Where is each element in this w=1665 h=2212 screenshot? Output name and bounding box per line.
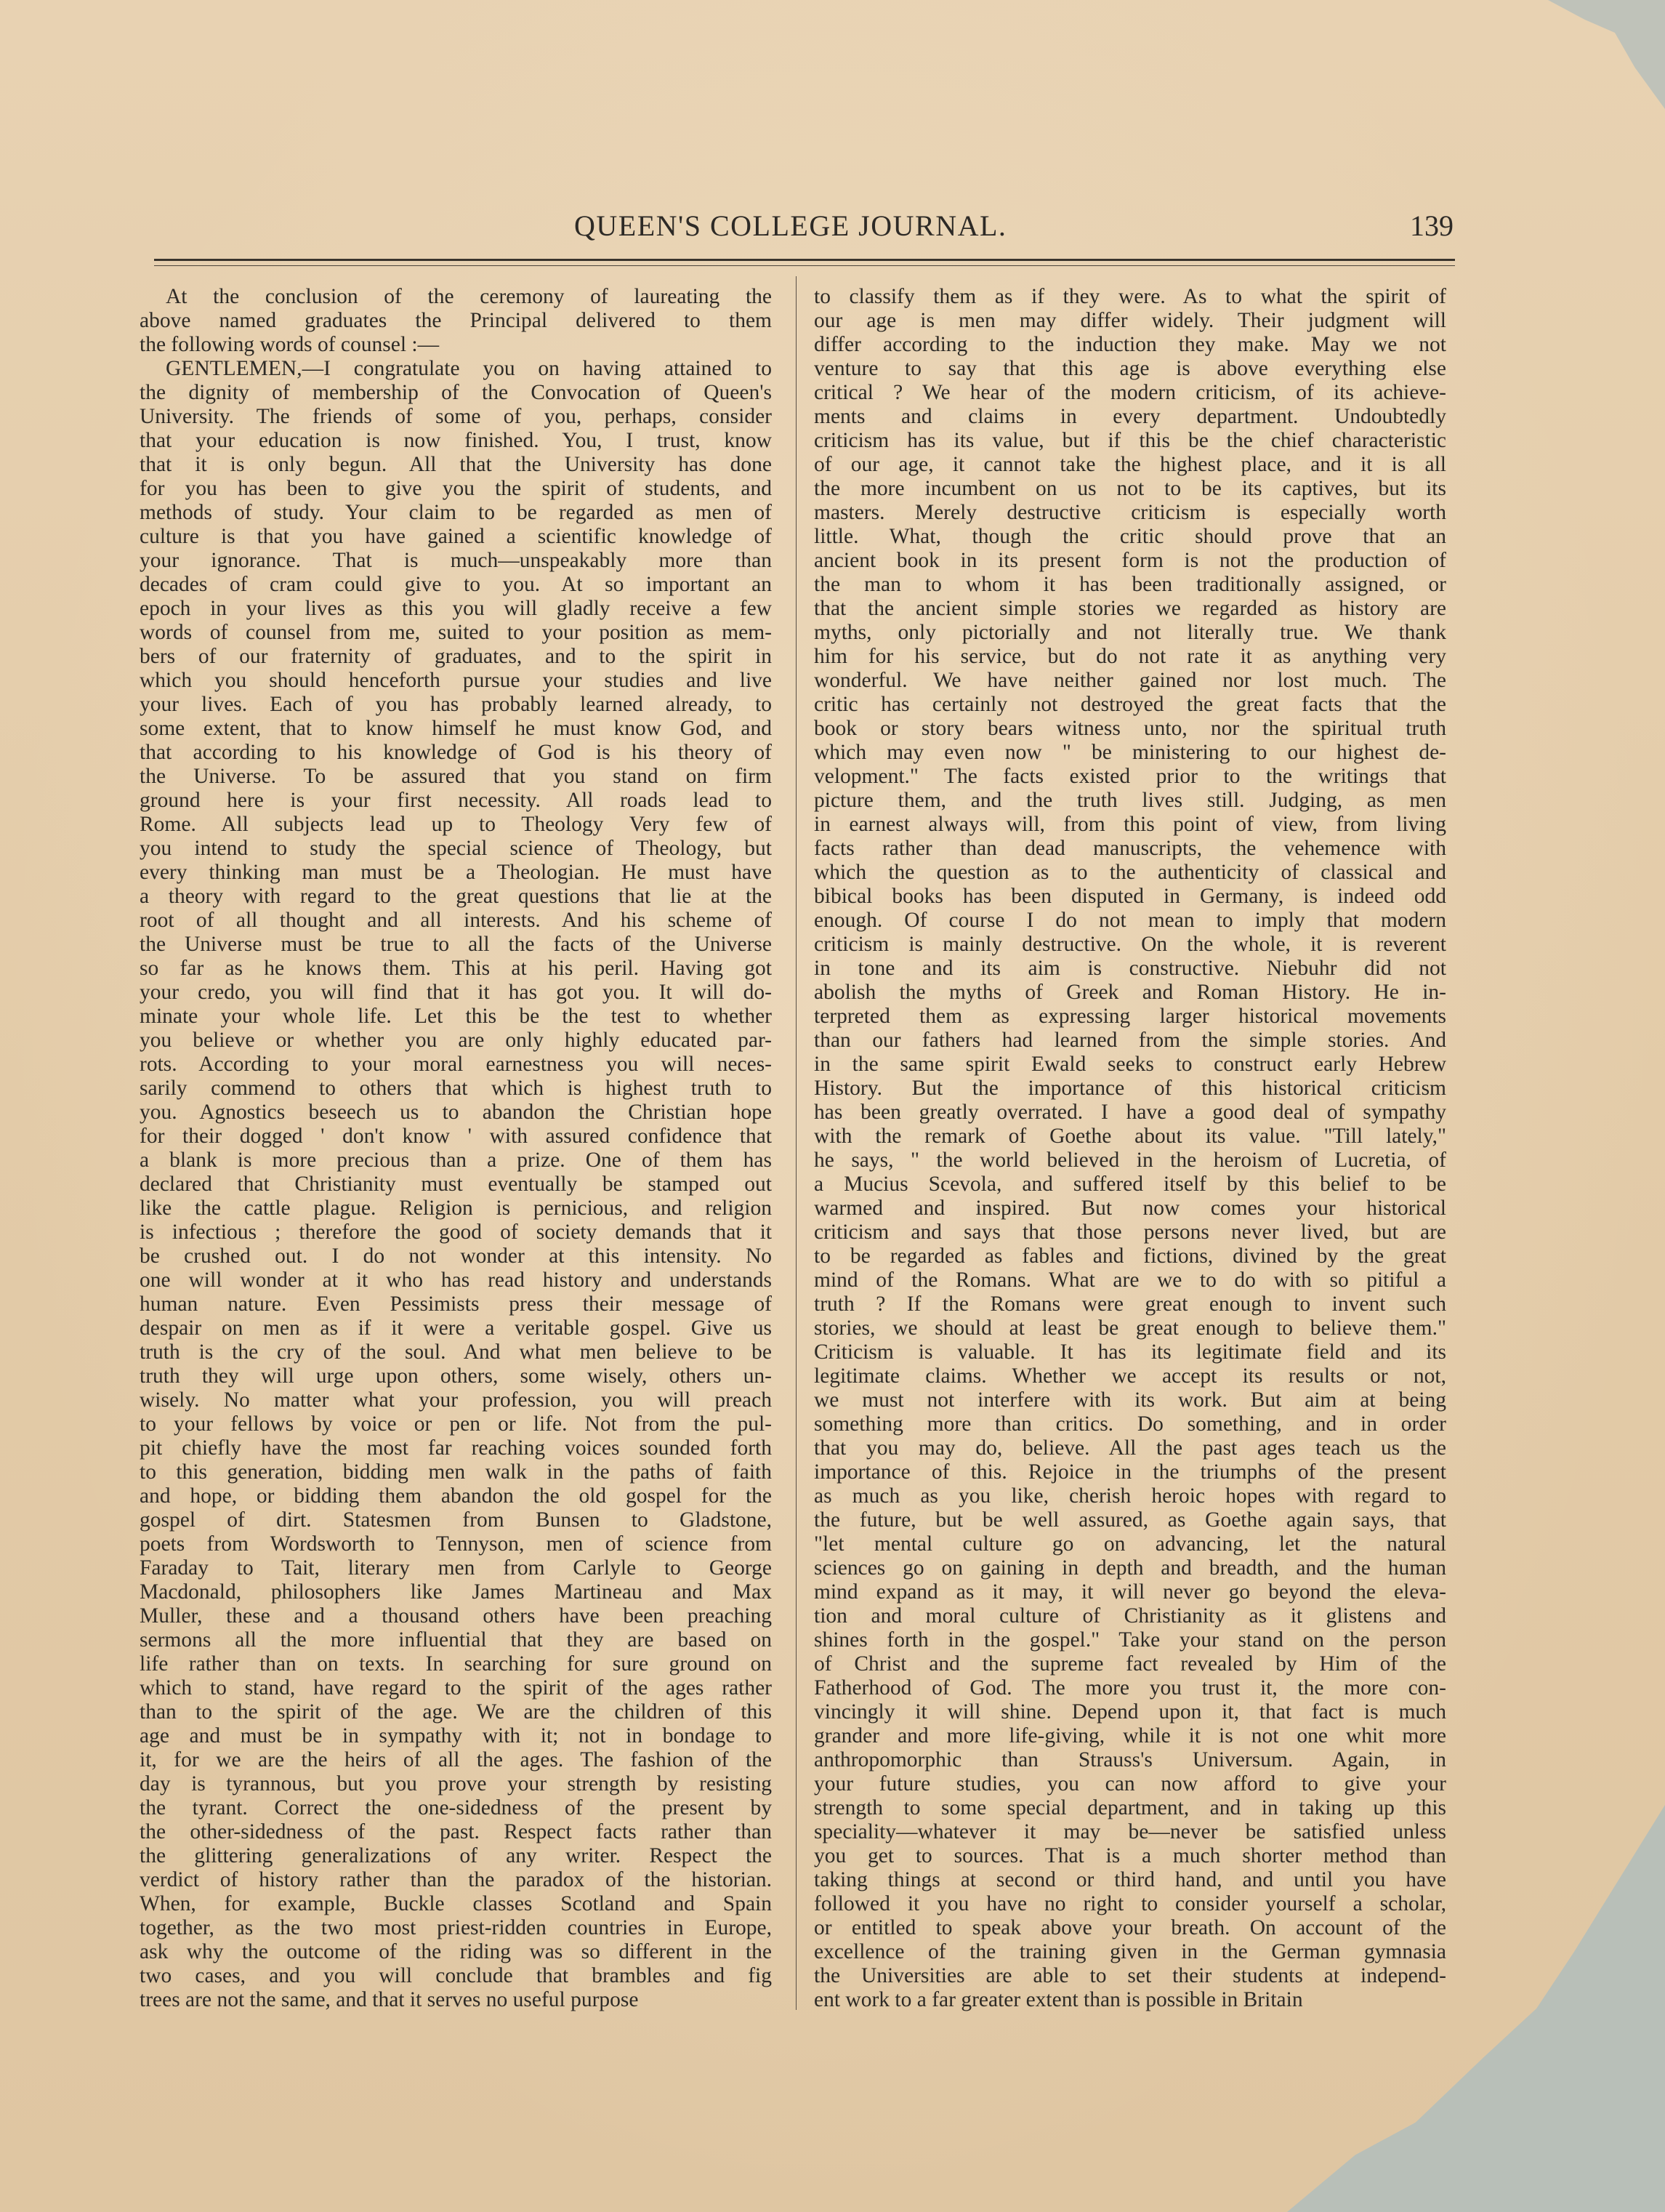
text-line: masters. Merely destructive criticism is especially worth xyxy=(814,501,1446,524)
text-line: a Mucius Scevola, and suffered itself by this belief to be xyxy=(814,1173,1446,1196)
text-line: rots. According to your moral earnestness you will neces- xyxy=(140,1053,772,1076)
text-line: speciality—whatever it may be—never be satisfied unless xyxy=(814,1820,1446,1843)
text-line: of our age, it cannot take the highest place, and it is all xyxy=(814,453,1446,476)
text-line: criticism has its value, but if this be the chief characteristic xyxy=(814,429,1446,452)
text-line: in earnest always will, from this point of view, from living xyxy=(814,813,1446,836)
text-line: that according to his knowledge of God is his theory of xyxy=(140,741,772,764)
text-line: declared that Christianity must eventually be stamped out xyxy=(140,1173,772,1196)
text-line: History. But the importance of this historical criticism xyxy=(814,1077,1446,1100)
text-line: vincingly it will shine. Depend upon it, that fact is much xyxy=(814,1700,1446,1724)
text-line: words of counsel from me, suited to your position as mem- xyxy=(140,621,772,644)
text-line: tion and moral culture of Christianity as it glistens and xyxy=(814,1604,1446,1628)
text-line: bibical books has been disputed in Germany, is indeed odd xyxy=(814,885,1446,908)
text-line: the future, but be well assured, as Goethe again says, that xyxy=(814,1508,1446,1532)
text-line: GENTLEMEN,—I congratulate you on having attained to xyxy=(166,357,772,380)
text-line: one will wonder at it who has read history and understands xyxy=(140,1268,772,1292)
header-rule xyxy=(154,259,1455,261)
text-line: which to stand, have regard to the spirit of the ages rather xyxy=(140,1676,772,1700)
text-line: is infectious ; therefore the good of society demands that it xyxy=(140,1220,772,1244)
text-line: a theory with regard to the great questions that lie at the xyxy=(140,885,772,908)
text-line: which you should henceforth pursue your studies and live xyxy=(140,669,772,692)
text-line: together, as the two most priest-ridden countries in Europe, xyxy=(140,1916,772,1939)
text-line: and hope, or bidding them abandon the old gospel for the xyxy=(140,1484,772,1508)
text-line: taking things at second or third hand, and until you have xyxy=(814,1868,1446,1891)
text-line: than to the spirit of the age. We are the children of this xyxy=(140,1700,772,1724)
text-line: in tone and its aim is constructive. Niebuhr did not xyxy=(814,957,1446,980)
text-line: ments and claims in every department. Undoubtedly xyxy=(814,405,1446,428)
text-line: Fatherhood of God. The more you trust it, the more con- xyxy=(814,1676,1446,1700)
text-line: our age is men may differ widely. Their judgment will xyxy=(814,309,1446,332)
text-line: verdict of history rather than the paradox of the historian. xyxy=(140,1868,772,1891)
text-line: gospel of dirt. Statesmen from Bunsen to Gladstone, xyxy=(140,1508,772,1532)
text-line: venture to say that this age is above everything else xyxy=(814,357,1446,380)
text-line: to your fellows by voice or pen or life. Not from the pul- xyxy=(140,1412,772,1436)
text-line: despair on men as if it were a veritable gospel. Give us xyxy=(140,1316,772,1340)
header-rule-thin xyxy=(154,265,1455,266)
text-line: ground here is your first necessity. All roads lead to xyxy=(140,789,772,812)
text-line: of Christ and the supreme fact revealed by Him of the xyxy=(814,1652,1446,1676)
text-line: like the cattle plague. Religion is pernicious, and religion xyxy=(140,1197,772,1220)
text-line: legitimate claims. Whether we accept its results or not, xyxy=(814,1364,1446,1388)
text-line: so far as he knows them. This at his peril. Having got xyxy=(140,957,772,980)
text-line: the tyrant. Correct the one-sidedness of the present by xyxy=(140,1796,772,1819)
text-line: you. Agnostics beseech us to abandon the Christian hope xyxy=(140,1101,772,1124)
text-line: enough. Of course I do not mean to imply that modern xyxy=(814,909,1446,932)
text-line: the dignity of membership of the Convocation of Queen's xyxy=(140,381,772,404)
text-line: followed it you have no right to consider yourself a scholar, xyxy=(814,1892,1446,1915)
text-line: importance of this. Rejoice in the triumphs of the present xyxy=(814,1460,1446,1484)
text-line: something more than critics. Do something, and in order xyxy=(814,1412,1446,1436)
text-line: you get to sources. That is a much shorter method than xyxy=(814,1844,1446,1867)
text-line: two cases, and you will conclude that brambles and fig xyxy=(140,1964,772,1987)
text-line: the glittering generalizations of any writer. Respect the xyxy=(140,1844,772,1867)
text-line: to this generation, bidding men walk in the paths of faith xyxy=(140,1460,772,1484)
journal-title: QUEEN'S COLLEGE JOURNAL. xyxy=(574,209,1007,242)
text-line: When, for example, Buckle classes Scotland and Spain xyxy=(140,1892,772,1915)
text-line: for their dogged ' don't know ' with assured confidence that xyxy=(140,1125,772,1148)
text-line: velopment." The facts existed prior to the writings that xyxy=(814,765,1446,788)
text-line: anthropomorphic than Strauss's Universum. Again, in xyxy=(814,1748,1446,1771)
torn-corner xyxy=(1498,0,1665,109)
text-line: "let mental culture go on advancing, let the natural xyxy=(814,1532,1446,1556)
text-line: age and must be in sympathy with it; not in bondage to xyxy=(140,1724,772,1748)
text-line: it, for we are the heirs of all the ages. The fashion of the xyxy=(140,1748,772,1771)
text-line: we must not interfere with its work. But aim at being xyxy=(814,1388,1446,1412)
text-line: criticism is mainly destructive. On the whole, it is reverent xyxy=(814,933,1446,956)
column-divider xyxy=(796,276,797,2010)
text-line: mind expand as it may, it will never go beyond the eleva- xyxy=(814,1580,1446,1604)
right-text-column xyxy=(814,285,1446,2015)
text-line: Criticism is valuable. It has its legitimate field and its xyxy=(814,1340,1446,1364)
text-line: some extent, that to know himself he must know God, and xyxy=(140,717,772,740)
text-line: the Universities are able to set their students at independ- xyxy=(814,1964,1446,1987)
text-line: that your education is now finished. You, I trust, know xyxy=(140,429,772,452)
text-line: little. What, though the critic should prove that an xyxy=(814,525,1446,548)
text-line: methods of study. Your claim to be regarded as men of xyxy=(140,501,772,524)
text-line: a blank is more precious than a prize. One of them has xyxy=(140,1149,772,1172)
text-line: sarily commend to others that which is highest truth to xyxy=(140,1077,772,1100)
text-line: culture is that you have gained a scientific knowledge of xyxy=(140,525,772,548)
text-line: Macdonald, philosophers like James Martineau and Max xyxy=(140,1580,772,1604)
text-line: with the remark of Goethe about its value. "Till lately," xyxy=(814,1125,1446,1148)
text-line: your lives. Each of you has probably learned already, to xyxy=(140,693,772,716)
text-line: picture them, and the truth lives still. Judging, as men xyxy=(814,789,1446,812)
text-line: which may even now " be ministering to our highest de- xyxy=(814,741,1446,764)
text-line: than our fathers had learned from the simple stories. And xyxy=(814,1029,1446,1052)
text-line: excellence of the training given in the German gymnasia xyxy=(814,1940,1446,1963)
text-line: the other-sidedness of the past. Respect facts rather than xyxy=(140,1820,772,1843)
text-line: wonderful. We have neither gained nor lost much. The xyxy=(814,669,1446,692)
text-line: ent work to a far greater extent than is possible in Britain xyxy=(814,1988,1303,2011)
text-line: wisely. No matter what your profession, you will preach xyxy=(140,1388,772,1412)
text-line: he says, " the world believed in the heroism of Lucretia, of xyxy=(814,1149,1446,1172)
text-line: the following words of counsel :— xyxy=(140,333,440,356)
text-line: every thinking man must be a Theologian. He must have xyxy=(140,861,772,884)
text-line: poets from Wordsworth to Tennyson, men of science from xyxy=(140,1532,772,1556)
text-line: the more incumbent on us not to be its captives, but its xyxy=(814,477,1446,500)
text-line: or entitled to speak above your breath. On account of the xyxy=(814,1916,1446,1939)
text-line: decades of cram could give to you. At so important an xyxy=(140,573,772,596)
text-line: facts rather than dead manuscripts, the vehemence with xyxy=(814,837,1446,860)
text-line: critic has certainly not destroyed the great facts that the xyxy=(814,693,1446,716)
text-line: life rather than on texts. In searching for sure ground on xyxy=(140,1652,772,1676)
text-line: above named graduates the Principal delivered to them xyxy=(140,309,772,332)
text-line: be crushed out. I do not wonder at this intensity. No xyxy=(140,1244,772,1268)
text-line: critical ? We hear of the modern criticism, of its achieve- xyxy=(814,381,1446,404)
text-line: Muller, these and a thousand others have been preaching xyxy=(140,1604,772,1628)
text-line: bers of our fraternity of graduates, and to the spirit in xyxy=(140,645,772,668)
text-line: the Universe must be true to all the facts of the Universe xyxy=(140,933,772,956)
text-line: myths, only pictorially and not literally true. We thank xyxy=(814,621,1446,644)
text-line: human nature. Even Pessimists press their message of xyxy=(140,1292,772,1316)
text-line: terpreted them as expressing larger historical movements xyxy=(814,1005,1446,1028)
text-line: differ according to the induction they make. May we not xyxy=(814,333,1446,356)
text-line: that you may do, believe. All the past ages teach us the xyxy=(814,1436,1446,1460)
text-line: sciences go on gaining in depth and breadth, and the human xyxy=(814,1556,1446,1580)
text-line: epoch in your lives as this you will gladly receive a few xyxy=(140,597,772,620)
text-line: the man to whom it has been traditionally assigned, or xyxy=(814,573,1446,596)
page-number: 139 xyxy=(1410,209,1454,242)
text-line: day is tyrannous, but you prove your strength by resisting xyxy=(140,1772,772,1795)
text-line: minate your whole life. Let this be the test to whether xyxy=(140,1005,772,1028)
text-line: Faraday to Tait, literary men from Carlyle to George xyxy=(140,1556,772,1580)
text-line: University. The friends of some of you, perhaps, consider xyxy=(140,405,772,428)
text-line: sermons all the more influential that they are based on xyxy=(140,1628,772,1652)
text-line: stories, we should at least be great enough to believe them." xyxy=(814,1316,1446,1340)
text-line: trees are not the same, and that it serves no useful purpose xyxy=(140,1988,639,2011)
text-line: shines forth in the gospel." Take your stand on the person xyxy=(814,1628,1446,1652)
text-line: pit chiefly have the most far reaching voices sounded forth xyxy=(140,1436,772,1460)
text-line: mind of the Romans. What are we to do with so pitiful a xyxy=(814,1268,1446,1292)
text-line: your future studies, you can now afford to give your xyxy=(814,1772,1446,1795)
text-line: to classify them as if they were. As to what the spirit of xyxy=(814,285,1446,308)
text-line: as much as you like, cherish heroic hopes with regard to xyxy=(814,1484,1446,1508)
text-line: ancient book in its present form is not the production of xyxy=(814,549,1446,572)
text-line: him for his service, but do not rate it as anything very xyxy=(814,645,1446,668)
text-line: book or story bears witness unto, nor the spiritual truth xyxy=(814,717,1446,740)
left-text-column xyxy=(140,285,772,2015)
text-line: your credo, you will find that it has got you. It will do- xyxy=(140,981,772,1004)
text-line: that the ancient simple stories we regarded as history are xyxy=(814,597,1446,620)
text-line: truth they will urge upon others, some wisely, others un- xyxy=(140,1364,772,1388)
text-line: abolish the myths of Greek and Roman History. He in- xyxy=(814,981,1446,1004)
text-line: warmed and inspired. But now comes your historical xyxy=(814,1197,1446,1220)
text-line: the Universe. To be assured that you stand on firm xyxy=(140,765,772,788)
text-line: you intend to study the special science of Theology, but xyxy=(140,837,772,860)
text-line: At the conclusion of the ceremony of laureating the xyxy=(166,285,772,308)
text-line: truth ? If the Romans were great enough to invent such xyxy=(814,1292,1446,1316)
text-line: ask why the outcome of the riding was so different in the xyxy=(140,1940,772,1963)
text-line: in the same spirit Ewald seeks to construct early Hebrew xyxy=(814,1053,1446,1076)
text-line: for you has been to give you the spirit of students, and xyxy=(140,477,772,500)
text-line: Rome. All subjects lead up to Theology Very few of xyxy=(140,813,772,836)
text-line: which the question as to the authenticity of classical and xyxy=(814,861,1446,884)
text-line: has been greatly overrated. I have a good deal of sympathy xyxy=(814,1101,1446,1124)
page-header xyxy=(574,209,1454,252)
text-line: grander and more life-giving, while it is not one whit more xyxy=(814,1724,1446,1748)
text-line: to be regarded as fables and fictions, divined by the great xyxy=(814,1244,1446,1268)
text-line: you believe or whether you are only highly educated par- xyxy=(140,1029,772,1052)
text-line: strength to some special department, and in taking up this xyxy=(814,1796,1446,1819)
text-line: root of all thought and all interests. And his scheme of xyxy=(140,909,772,932)
text-line: that it is only begun. All that the University has done xyxy=(140,453,772,476)
text-line: your ignorance. That is much—unspeakably more than xyxy=(140,549,772,572)
text-line: criticism and says that those persons never lived, but are xyxy=(814,1220,1446,1244)
text-line: truth is the cry of the soul. And what men believe to be xyxy=(140,1340,772,1364)
